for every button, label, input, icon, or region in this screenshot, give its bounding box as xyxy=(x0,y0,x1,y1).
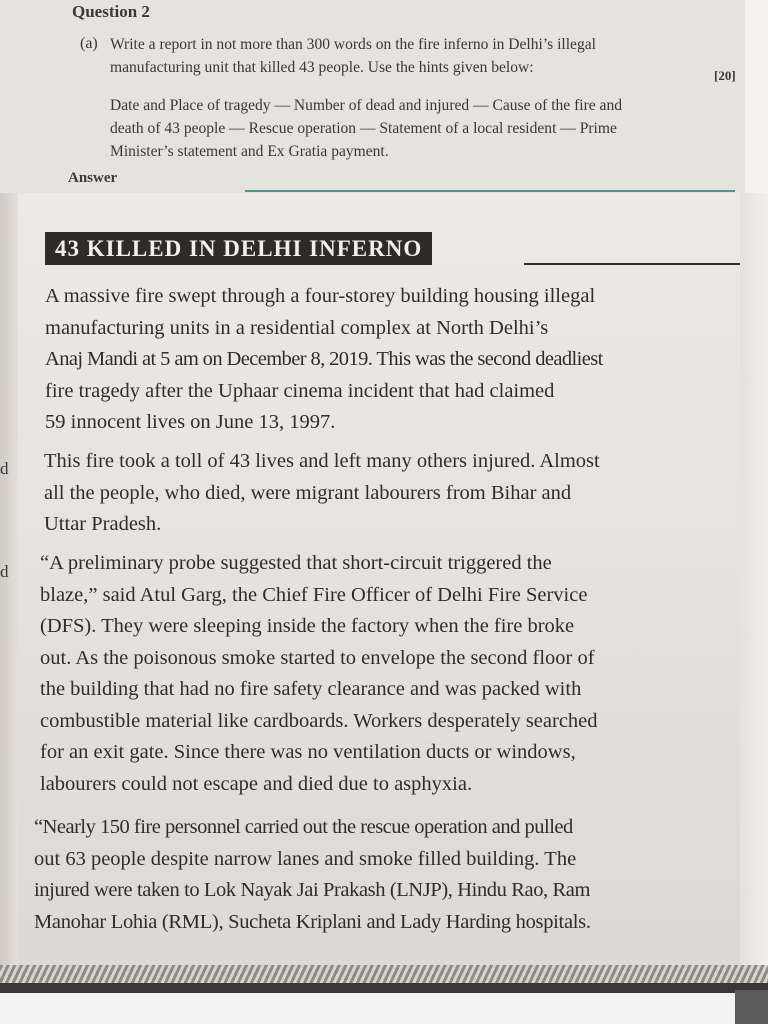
article-line: fire tragedy after the Uphaar cinema incident that had claimed xyxy=(45,379,555,402)
answer-label: Answer xyxy=(68,170,118,186)
page-right-edge xyxy=(740,193,768,983)
article-paragraph xyxy=(44,446,600,541)
article-line: out 63 people despite narrow lanes and smoke filled building. The xyxy=(34,847,577,870)
article-line: 59 innocent lives on June 13, 1997. xyxy=(45,411,336,433)
article-line: “Nearly 150 fire personnel carried out the rescue operation and pulled xyxy=(34,816,573,838)
article-headline: 43 KILLED IN DELHI INFERNO xyxy=(45,232,432,265)
article-paragraph xyxy=(40,548,598,800)
article-line: “A preliminary probe suggested that short-circuit triggered the xyxy=(40,552,552,574)
corner-shadow xyxy=(735,990,768,1024)
margin-annotation: d xyxy=(0,562,9,581)
article-line: blaze,” said Atul Garg, the Chief Fire Officer of Delhi Fire Service xyxy=(40,583,588,606)
page-bottom-shadow xyxy=(0,983,768,993)
question-prompt xyxy=(110,33,740,79)
article-line: out. As the poisonous smoke started to envelope the second floor of xyxy=(40,646,595,669)
article-line: Anaj Mandi at 5 am on December 8, 2019. This was the second deadliest xyxy=(45,348,603,370)
question-part-label: (a) xyxy=(80,35,98,52)
article-line: Manohar Lohia (RML), Sucheta Kriplani and Lady Harding hospitals. xyxy=(34,910,591,933)
question-prompt-line: Write a report in not more than 300 words on the fire inferno in Delhi’s illegal xyxy=(110,36,596,53)
question-heading: Question 2 xyxy=(72,2,150,21)
margin-annotation: d xyxy=(0,459,9,478)
background-surface xyxy=(0,993,768,1024)
article-line: Uttar Pradesh. xyxy=(44,513,162,535)
question-hint-line: Minister’s statement and Ex Gratia payment. xyxy=(110,143,389,160)
article-line: all the people, who died, were migrant labourers from Bihar and xyxy=(44,481,572,504)
article-line: injured were taken to Lok Nayak Jai Prakash (LNJP), Hindu Rao, Ram xyxy=(34,879,591,901)
question-prompt-line: manufacturing unit that killed 43 people. Use the hints given below: xyxy=(110,59,534,76)
article-line: This fire took a toll of 43 lives and left many others injured. Almost xyxy=(44,450,600,472)
article-line: for an exit gate. Since there was no ventilation ducts or windows, xyxy=(40,741,576,763)
page-left-shadow xyxy=(0,193,18,983)
question-hint-line: Date and Place of tragedy — Number of dead and injured — Cause of the fire and xyxy=(110,97,623,114)
question-marks: [20] xyxy=(714,68,736,83)
article-line: the building that had no fire safety clearance and was packed with xyxy=(40,678,582,700)
article-paragraph xyxy=(45,281,603,439)
question-hints xyxy=(110,94,740,163)
article-line: labourers could not escape and died due to asphyxia. xyxy=(40,772,473,795)
question-strip-edge xyxy=(745,0,768,193)
article-line: A massive fire swept through a four-storey building housing illegal xyxy=(45,285,596,307)
article-paragraph xyxy=(34,812,591,938)
question-hint-line: death of 43 people — Rescue operation — Statement of a local resident — Prime xyxy=(110,120,617,137)
answer-divider xyxy=(245,190,735,192)
article-line: combustible material like cardboards. Workers desperately searched xyxy=(40,709,598,732)
article-line: (DFS). They were sleeping inside the factory when the fire broke xyxy=(40,615,575,637)
article-line: manufacturing units in a residential complex at North Delhi’s xyxy=(45,316,549,339)
headline-rule xyxy=(524,263,740,265)
